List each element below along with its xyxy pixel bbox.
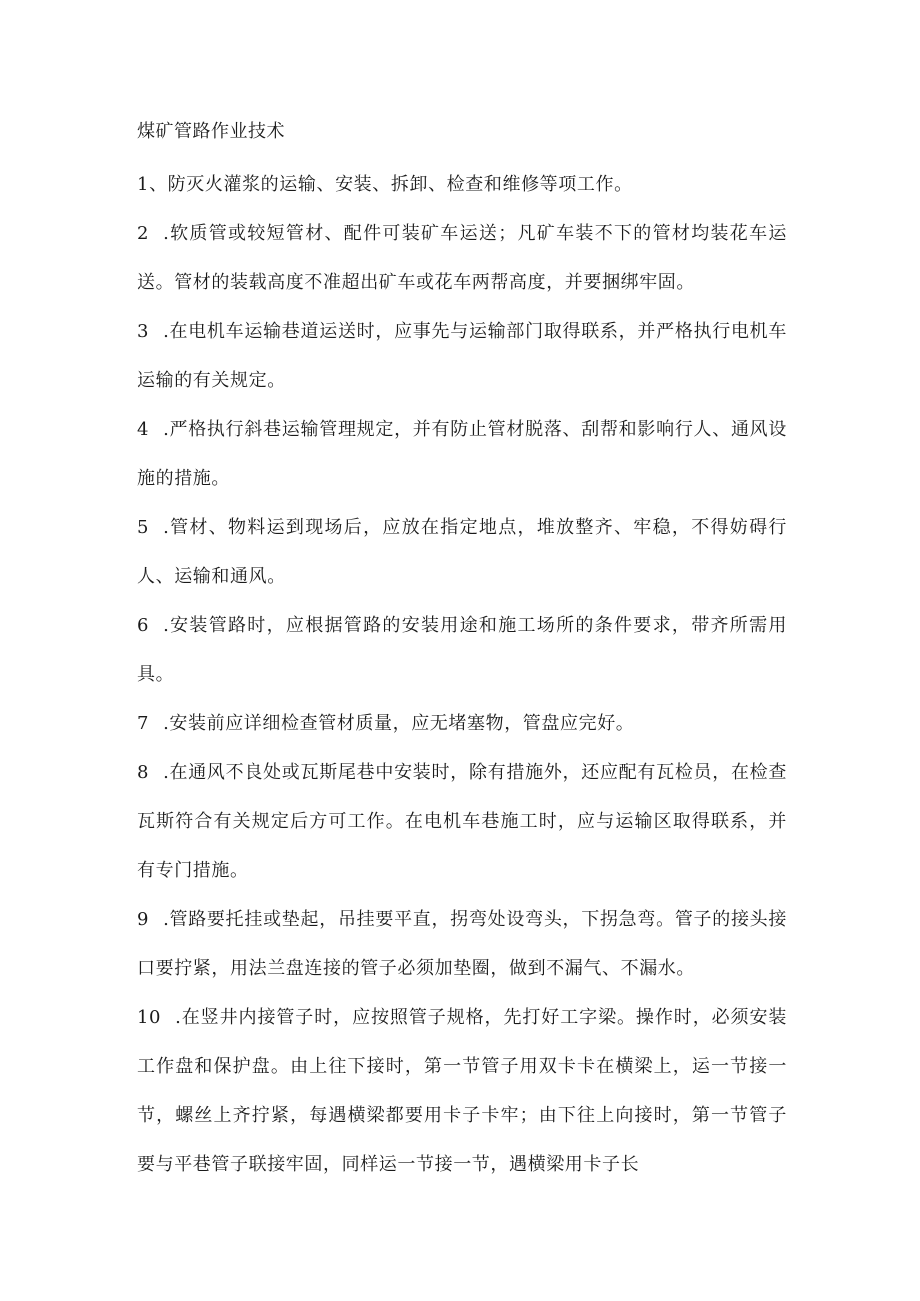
item-text: 软质管或较短管材、配件可装矿车运送；凡矿车装不下的管材均装花车运送。管材的装载高度不准超出矿车或花车两帮高度，并要捆绑牢固。 [137, 223, 787, 293]
item-number: 10 [137, 1007, 162, 1028]
item-text: 管材、物料运到现场后，应放在指定地点，堆放整齐、牢稳，不得妨碍行人、运输和通风。 [137, 517, 787, 587]
item-number: 4 [137, 419, 150, 440]
item-text: 在电机车运输巷道运送时，应事先与运输部门取得联系，并严格执行电机车运输的有关规定。 [137, 321, 787, 391]
document-body [137, 112, 787, 1189]
item-text: 严格执行斜巷运输管理规定，并有防止管材脱落、刮帮和影响行人、通风设施的措施。 [137, 419, 787, 489]
item-number: 5 [137, 517, 150, 538]
item-number: 8 [137, 762, 150, 783]
list-item-4 [137, 405, 787, 503]
list-item-5 [137, 503, 787, 601]
item-separator: . [163, 223, 170, 244]
item-text: 在通风不良处或瓦斯尾巷中安装时，除有措施外，还应配有瓦检员，在检查瓦斯符合有关规定后方可工作。在电机车巷施工时，应与运输区取得联系，并有专门措施。 [137, 762, 787, 881]
item-number: 3 [137, 321, 150, 342]
list-item-9 [137, 895, 787, 993]
item-separator: . [163, 713, 170, 734]
item-separator: . [163, 419, 170, 440]
document-title: 煤矿管路作业技术 [137, 121, 285, 142]
list-item-8 [137, 748, 787, 895]
list-item-1 [137, 160, 787, 209]
item-number: 2 [137, 223, 150, 244]
list-item-7 [137, 699, 787, 748]
item-text: 防灭火灌浆的运输、安装、拆卸、检查和维修等项工作。 [167, 174, 633, 195]
list-item-3 [137, 307, 787, 405]
list-item-6 [137, 601, 787, 699]
item-separator: . [163, 321, 170, 342]
item-number: 9 [137, 909, 150, 930]
item-text: 安装前应详细检查管材质量，应无堵塞物，管盘应完好。 [169, 713, 635, 734]
item-text: 安装管路时，应根据管路的安装用途和施工场所的条件要求，带齐所需用具。 [137, 615, 787, 685]
item-number: 6 [137, 615, 150, 636]
list-item-2 [137, 209, 787, 307]
item-separator: . [163, 762, 170, 783]
item-separator: . [163, 909, 170, 930]
item-separator: . [175, 1007, 182, 1028]
item-number: 7 [137, 713, 150, 734]
list-item-10 [137, 993, 787, 1189]
item-separator: . [163, 615, 170, 636]
item-text: 管路要托挂或垫起，吊挂要平直，拐弯处设弯头，下拐急弯。管子的接头接口要拧紧，用法兰盘连接的管子必须加垫圈，做到不漏气、不漏水。 [137, 909, 787, 979]
item-separator: 、 [149, 174, 168, 195]
item-text: 在竖井内接管子时，应按照管子规格，先打好工字梁。操作时，必须安装工作盘和保护盘。由上往下接时，第一节管子用双卡卡在横梁上，运一节接一节，螺丝上齐拧紧，每遇横梁都要用卡子卡牢；由下往上向接时，第一节管子要与平巷管子联接牢固，同样运一节接一节，遇横梁用卡子长 [137, 1007, 787, 1175]
item-separator: . [163, 517, 170, 538]
item-number: 1 [137, 174, 150, 195]
